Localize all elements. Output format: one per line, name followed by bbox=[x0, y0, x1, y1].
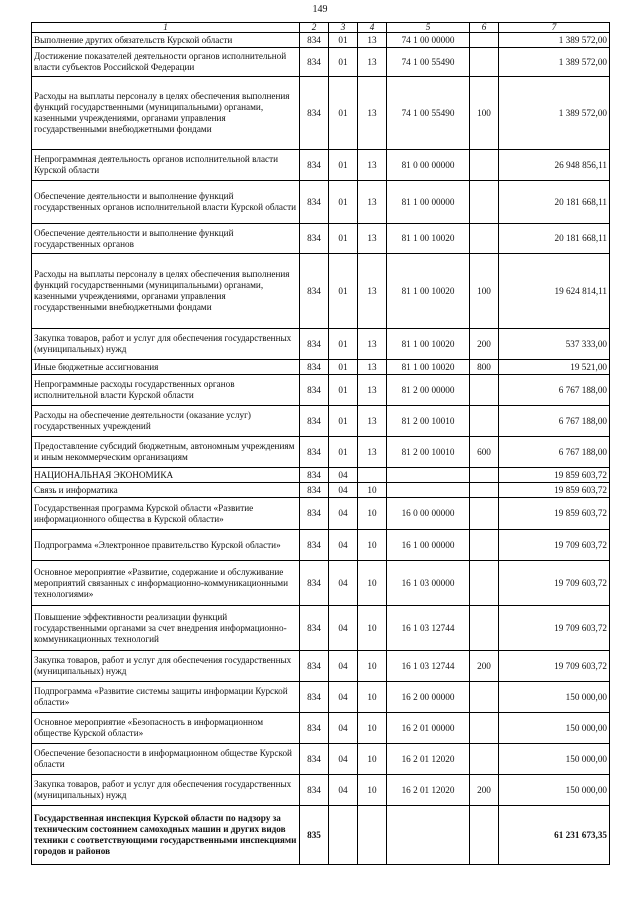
table-row bbox=[32, 48, 610, 77]
table-row bbox=[32, 651, 610, 682]
cell-section: 04 bbox=[329, 468, 358, 483]
cell-section: 01 bbox=[329, 375, 358, 406]
cell-amount: 1 389 572,00 bbox=[499, 77, 610, 150]
table-row bbox=[32, 254, 610, 329]
cell-admin-code: 834 bbox=[300, 682, 329, 713]
cell-subsection: 10 bbox=[358, 744, 387, 775]
table-row bbox=[32, 483, 610, 498]
cell-target-article: 81 2 00 00000 bbox=[387, 375, 470, 406]
cell-section: 01 bbox=[329, 77, 358, 150]
cell-target-article: 81 2 00 10010 bbox=[387, 406, 470, 437]
cell-subsection: 10 bbox=[358, 483, 387, 498]
cell-admin-code: 834 bbox=[300, 468, 329, 483]
table-row bbox=[32, 468, 610, 483]
cell-subsection: 10 bbox=[358, 682, 387, 713]
cell-target-article: 81 1 00 00000 bbox=[387, 181, 470, 224]
cell-section bbox=[329, 806, 358, 865]
cell-subsection: 13 bbox=[358, 150, 387, 181]
budget-table bbox=[31, 22, 610, 865]
cell-admin-code: 834 bbox=[300, 375, 329, 406]
cell-subsection: 13 bbox=[358, 254, 387, 329]
cell-target-article bbox=[387, 483, 470, 498]
cell-amount: 150 000,00 bbox=[499, 744, 610, 775]
cell-expense-type bbox=[470, 33, 499, 48]
cell-amount: 19 859 603,72 bbox=[499, 468, 610, 483]
cell-admin-code: 834 bbox=[300, 483, 329, 498]
cell-expense-type bbox=[470, 530, 499, 561]
cell-expense-type bbox=[470, 806, 499, 865]
cell-name: Непрограммная деятельность органов исполнительной власти Курской области bbox=[32, 150, 300, 181]
cell-name: Закупка товаров, работ и услуг для обеспечения государственных (муниципальных) нужд bbox=[32, 651, 300, 682]
cell-section: 04 bbox=[329, 498, 358, 530]
table-row bbox=[32, 150, 610, 181]
cell-section: 01 bbox=[329, 360, 358, 375]
cell-amount: 19 859 603,72 bbox=[499, 483, 610, 498]
cell-section: 01 bbox=[329, 150, 358, 181]
cell-subsection: 13 bbox=[358, 77, 387, 150]
cell-name: Основное мероприятие «Безопасность в информационном обществе Курской области» bbox=[32, 713, 300, 744]
cell-target-article: 16 2 00 00000 bbox=[387, 682, 470, 713]
cell-name: Повышение эффективности реализации функций государственными органами за счет внедрения информационно-коммуникационных технологий bbox=[32, 606, 300, 651]
cell-name: Обеспечение безопасности в информационном обществе Курской области bbox=[32, 744, 300, 775]
cell-name: Связь и информатика bbox=[32, 483, 300, 498]
cell-name: Достижение показателей деятельности органов исполнительной власти субъектов Российской Федерации bbox=[32, 48, 300, 77]
cell-subsection: 13 bbox=[358, 375, 387, 406]
cell-subsection: 10 bbox=[358, 498, 387, 530]
cell-admin-code: 834 bbox=[300, 561, 329, 606]
cell-amount: 26 948 856,11 bbox=[499, 150, 610, 181]
table-row bbox=[32, 775, 610, 806]
cell-subsection: 13 bbox=[358, 33, 387, 48]
table-row bbox=[32, 329, 610, 360]
cell-amount: 20 181 668,11 bbox=[499, 181, 610, 224]
cell-name: Основное мероприятие «Развитие, содержание и обслуживание мероприятий связанных с информационно-коммуникационными технологиями» bbox=[32, 561, 300, 606]
cell-admin-code: 834 bbox=[300, 224, 329, 254]
header-col-3: 3 bbox=[329, 23, 358, 33]
cell-name: Подпрограмма «Развитие системы защиты информации Курской области» bbox=[32, 682, 300, 713]
header-col-6: 6 bbox=[470, 23, 499, 33]
cell-name: Закупка товаров, работ и услуг для обеспечения государственных (муниципальных) нужд bbox=[32, 775, 300, 806]
cell-expense-type: 100 bbox=[470, 254, 499, 329]
cell-name: Расходы на обеспечение деятельности (оказание услуг) государственных учреждений bbox=[32, 406, 300, 437]
cell-admin-code: 834 bbox=[300, 181, 329, 224]
cell-admin-code: 834 bbox=[300, 651, 329, 682]
cell-admin-code: 834 bbox=[300, 744, 329, 775]
cell-section: 01 bbox=[329, 181, 358, 224]
table-row bbox=[32, 181, 610, 224]
cell-admin-code: 834 bbox=[300, 606, 329, 651]
cell-admin-code: 834 bbox=[300, 150, 329, 181]
cell-target-article: 81 2 00 10010 bbox=[387, 437, 470, 468]
cell-section: 01 bbox=[329, 437, 358, 468]
cell-target-article: 81 1 00 10020 bbox=[387, 254, 470, 329]
cell-section: 01 bbox=[329, 254, 358, 329]
cell-subsection: 10 bbox=[358, 713, 387, 744]
header-col-5: 5 bbox=[387, 23, 470, 33]
cell-name: Иные бюджетные ассигнования bbox=[32, 360, 300, 375]
cell-name: Государственная программа Курской области «Развитие информационного общества в Курской области» bbox=[32, 498, 300, 530]
cell-target-article: 16 1 03 12744 bbox=[387, 606, 470, 651]
cell-section: 04 bbox=[329, 561, 358, 606]
cell-section: 04 bbox=[329, 651, 358, 682]
cell-subsection: 10 bbox=[358, 651, 387, 682]
cell-name: Непрограммные расходы государственных органов исполнительной власти Курской области bbox=[32, 375, 300, 406]
cell-target-article bbox=[387, 806, 470, 865]
cell-expense-type: 600 bbox=[470, 437, 499, 468]
cell-expense-type bbox=[470, 682, 499, 713]
cell-amount: 19 709 603,72 bbox=[499, 561, 610, 606]
cell-amount: 1 389 572,00 bbox=[499, 33, 610, 48]
cell-amount: 19 709 603,72 bbox=[499, 606, 610, 651]
cell-name: Обеспечение деятельности и выполнение функций государственных органов исполнительной власти Курской области bbox=[32, 181, 300, 224]
table-header-row bbox=[32, 23, 610, 33]
cell-amount: 20 181 668,11 bbox=[499, 224, 610, 254]
table-row bbox=[32, 606, 610, 651]
cell-expense-type bbox=[470, 713, 499, 744]
cell-subsection: 10 bbox=[358, 530, 387, 561]
cell-section: 01 bbox=[329, 33, 358, 48]
cell-expense-type bbox=[470, 181, 499, 224]
cell-expense-type: 800 bbox=[470, 360, 499, 375]
cell-admin-code: 834 bbox=[300, 329, 329, 360]
cell-admin-code: 834 bbox=[300, 48, 329, 77]
cell-amount: 6 767 188,00 bbox=[499, 437, 610, 468]
cell-amount: 19 859 603,72 bbox=[499, 498, 610, 530]
table-row bbox=[32, 530, 610, 561]
cell-target-article: 81 1 00 10020 bbox=[387, 329, 470, 360]
cell-name: Подпрограмма «Электронное правительство Курской области» bbox=[32, 530, 300, 561]
cell-expense-type bbox=[470, 468, 499, 483]
table-row bbox=[32, 744, 610, 775]
cell-admin-code: 834 bbox=[300, 33, 329, 48]
table-row bbox=[32, 406, 610, 437]
table-row bbox=[32, 33, 610, 48]
cell-expense-type: 100 bbox=[470, 77, 499, 150]
cell-amount: 19 709 603,72 bbox=[499, 530, 610, 561]
cell-expense-type bbox=[470, 483, 499, 498]
cell-expense-type bbox=[470, 150, 499, 181]
cell-section: 04 bbox=[329, 744, 358, 775]
cell-name: Расходы на выплаты персоналу в целях обеспечения выполнения функций государственными (муниципальными) органами, казенными учреждениями, органами управления государственными внебюджетными фондами bbox=[32, 77, 300, 150]
cell-target-article: 81 1 00 10020 bbox=[387, 360, 470, 375]
cell-target-article: 74 1 00 55490 bbox=[387, 77, 470, 150]
cell-name: Предоставление субсидий бюджетным, автономным учреждениям и иным некоммерческим организациям bbox=[32, 437, 300, 468]
cell-name: Обеспечение деятельности и выполнение функций государственных органов bbox=[32, 224, 300, 254]
table-row bbox=[32, 77, 610, 150]
cell-subsection: 10 bbox=[358, 606, 387, 651]
cell-target-article: 81 0 00 00000 bbox=[387, 150, 470, 181]
cell-admin-code: 835 bbox=[300, 806, 329, 865]
cell-target-article: 16 1 03 00000 bbox=[387, 561, 470, 606]
header-col-7: 7 bbox=[499, 23, 610, 33]
cell-target-article: 74 1 00 00000 bbox=[387, 33, 470, 48]
cell-subsection: 13 bbox=[358, 181, 387, 224]
cell-target-article: 16 2 01 12020 bbox=[387, 744, 470, 775]
header-col-2: 2 bbox=[300, 23, 329, 33]
cell-amount: 61 231 673,35 bbox=[499, 806, 610, 865]
cell-subsection: 10 bbox=[358, 561, 387, 606]
cell-admin-code: 834 bbox=[300, 360, 329, 375]
cell-section: 04 bbox=[329, 682, 358, 713]
cell-expense-type bbox=[470, 375, 499, 406]
cell-expense-type: 200 bbox=[470, 651, 499, 682]
table-row bbox=[32, 561, 610, 606]
table-row bbox=[32, 375, 610, 406]
table-row bbox=[32, 806, 610, 865]
table-row bbox=[32, 498, 610, 530]
cell-amount: 19 624 814,11 bbox=[499, 254, 610, 329]
cell-section: 01 bbox=[329, 329, 358, 360]
cell-amount: 150 000,00 bbox=[499, 682, 610, 713]
cell-target-article: 16 1 00 00000 bbox=[387, 530, 470, 561]
cell-subsection: 13 bbox=[358, 224, 387, 254]
cell-admin-code: 834 bbox=[300, 437, 329, 468]
cell-target-article: 16 0 00 00000 bbox=[387, 498, 470, 530]
cell-section: 04 bbox=[329, 483, 358, 498]
cell-section: 01 bbox=[329, 224, 358, 254]
cell-admin-code: 834 bbox=[300, 406, 329, 437]
cell-target-article: 81 1 00 10020 bbox=[387, 224, 470, 254]
cell-amount: 1 389 572,00 bbox=[499, 48, 610, 77]
cell-section: 04 bbox=[329, 606, 358, 651]
cell-section: 01 bbox=[329, 406, 358, 437]
cell-subsection bbox=[358, 468, 387, 483]
cell-subsection: 13 bbox=[358, 406, 387, 437]
cell-target-article: 16 2 01 12020 bbox=[387, 775, 470, 806]
cell-admin-code: 834 bbox=[300, 77, 329, 150]
page-number: 149 bbox=[312, 4, 328, 15]
cell-name: Государственная инспекция Курской области по надзору за техническим состоянием самоходных машин и других видов техники с соответствующими государственными инспекциями городов и районов bbox=[32, 806, 300, 865]
cell-admin-code: 834 bbox=[300, 530, 329, 561]
cell-expense-type bbox=[470, 498, 499, 530]
cell-subsection: 13 bbox=[358, 437, 387, 468]
cell-amount: 19 521,00 bbox=[499, 360, 610, 375]
cell-name: Закупка товаров, работ и услуг для обеспечения государственных (муниципальных) нужд bbox=[32, 329, 300, 360]
cell-section: 01 bbox=[329, 48, 358, 77]
cell-expense-type: 200 bbox=[470, 329, 499, 360]
table-body bbox=[32, 33, 610, 865]
cell-expense-type bbox=[470, 561, 499, 606]
cell-section: 04 bbox=[329, 713, 358, 744]
cell-subsection: 13 bbox=[358, 360, 387, 375]
cell-name: Расходы на выплаты персоналу в целях обеспечения выполнения функций государственными (муниципальными) органами, казенными учреждениями, органами управления государственными внебюджетными фондами bbox=[32, 254, 300, 329]
table-row bbox=[32, 224, 610, 254]
cell-target-article: 16 2 01 00000 bbox=[387, 713, 470, 744]
cell-expense-type bbox=[470, 48, 499, 77]
cell-subsection: 13 bbox=[358, 329, 387, 360]
cell-amount: 150 000,00 bbox=[499, 775, 610, 806]
cell-amount: 150 000,00 bbox=[499, 713, 610, 744]
table-row bbox=[32, 682, 610, 713]
cell-amount: 6 767 188,00 bbox=[499, 406, 610, 437]
cell-subsection bbox=[358, 806, 387, 865]
header-col-1: 1 bbox=[32, 23, 300, 33]
table-row bbox=[32, 360, 610, 375]
cell-target-article: 16 1 03 12744 bbox=[387, 651, 470, 682]
cell-admin-code: 834 bbox=[300, 775, 329, 806]
cell-target-article bbox=[387, 468, 470, 483]
cell-amount: 6 767 188,00 bbox=[499, 375, 610, 406]
table-row bbox=[32, 713, 610, 744]
cell-expense-type: 200 bbox=[470, 775, 499, 806]
cell-amount: 19 709 603,72 bbox=[499, 651, 610, 682]
cell-expense-type bbox=[470, 224, 499, 254]
cell-admin-code: 834 bbox=[300, 254, 329, 329]
table-row bbox=[32, 437, 610, 468]
header-col-4: 4 bbox=[358, 23, 387, 33]
cell-section: 04 bbox=[329, 530, 358, 561]
cell-name: НАЦИОНАЛЬНАЯ ЭКОНОМИКА bbox=[32, 468, 300, 483]
cell-section: 04 bbox=[329, 775, 358, 806]
cell-name: Выполнение других обязательств Курской области bbox=[32, 33, 300, 48]
cell-target-article: 74 1 00 55490 bbox=[387, 48, 470, 77]
cell-admin-code: 834 bbox=[300, 713, 329, 744]
cell-expense-type bbox=[470, 406, 499, 437]
cell-expense-type bbox=[470, 744, 499, 775]
cell-admin-code: 834 bbox=[300, 498, 329, 530]
cell-subsection: 13 bbox=[358, 48, 387, 77]
cell-amount: 537 333,00 bbox=[499, 329, 610, 360]
cell-subsection: 10 bbox=[358, 775, 387, 806]
cell-expense-type bbox=[470, 606, 499, 651]
